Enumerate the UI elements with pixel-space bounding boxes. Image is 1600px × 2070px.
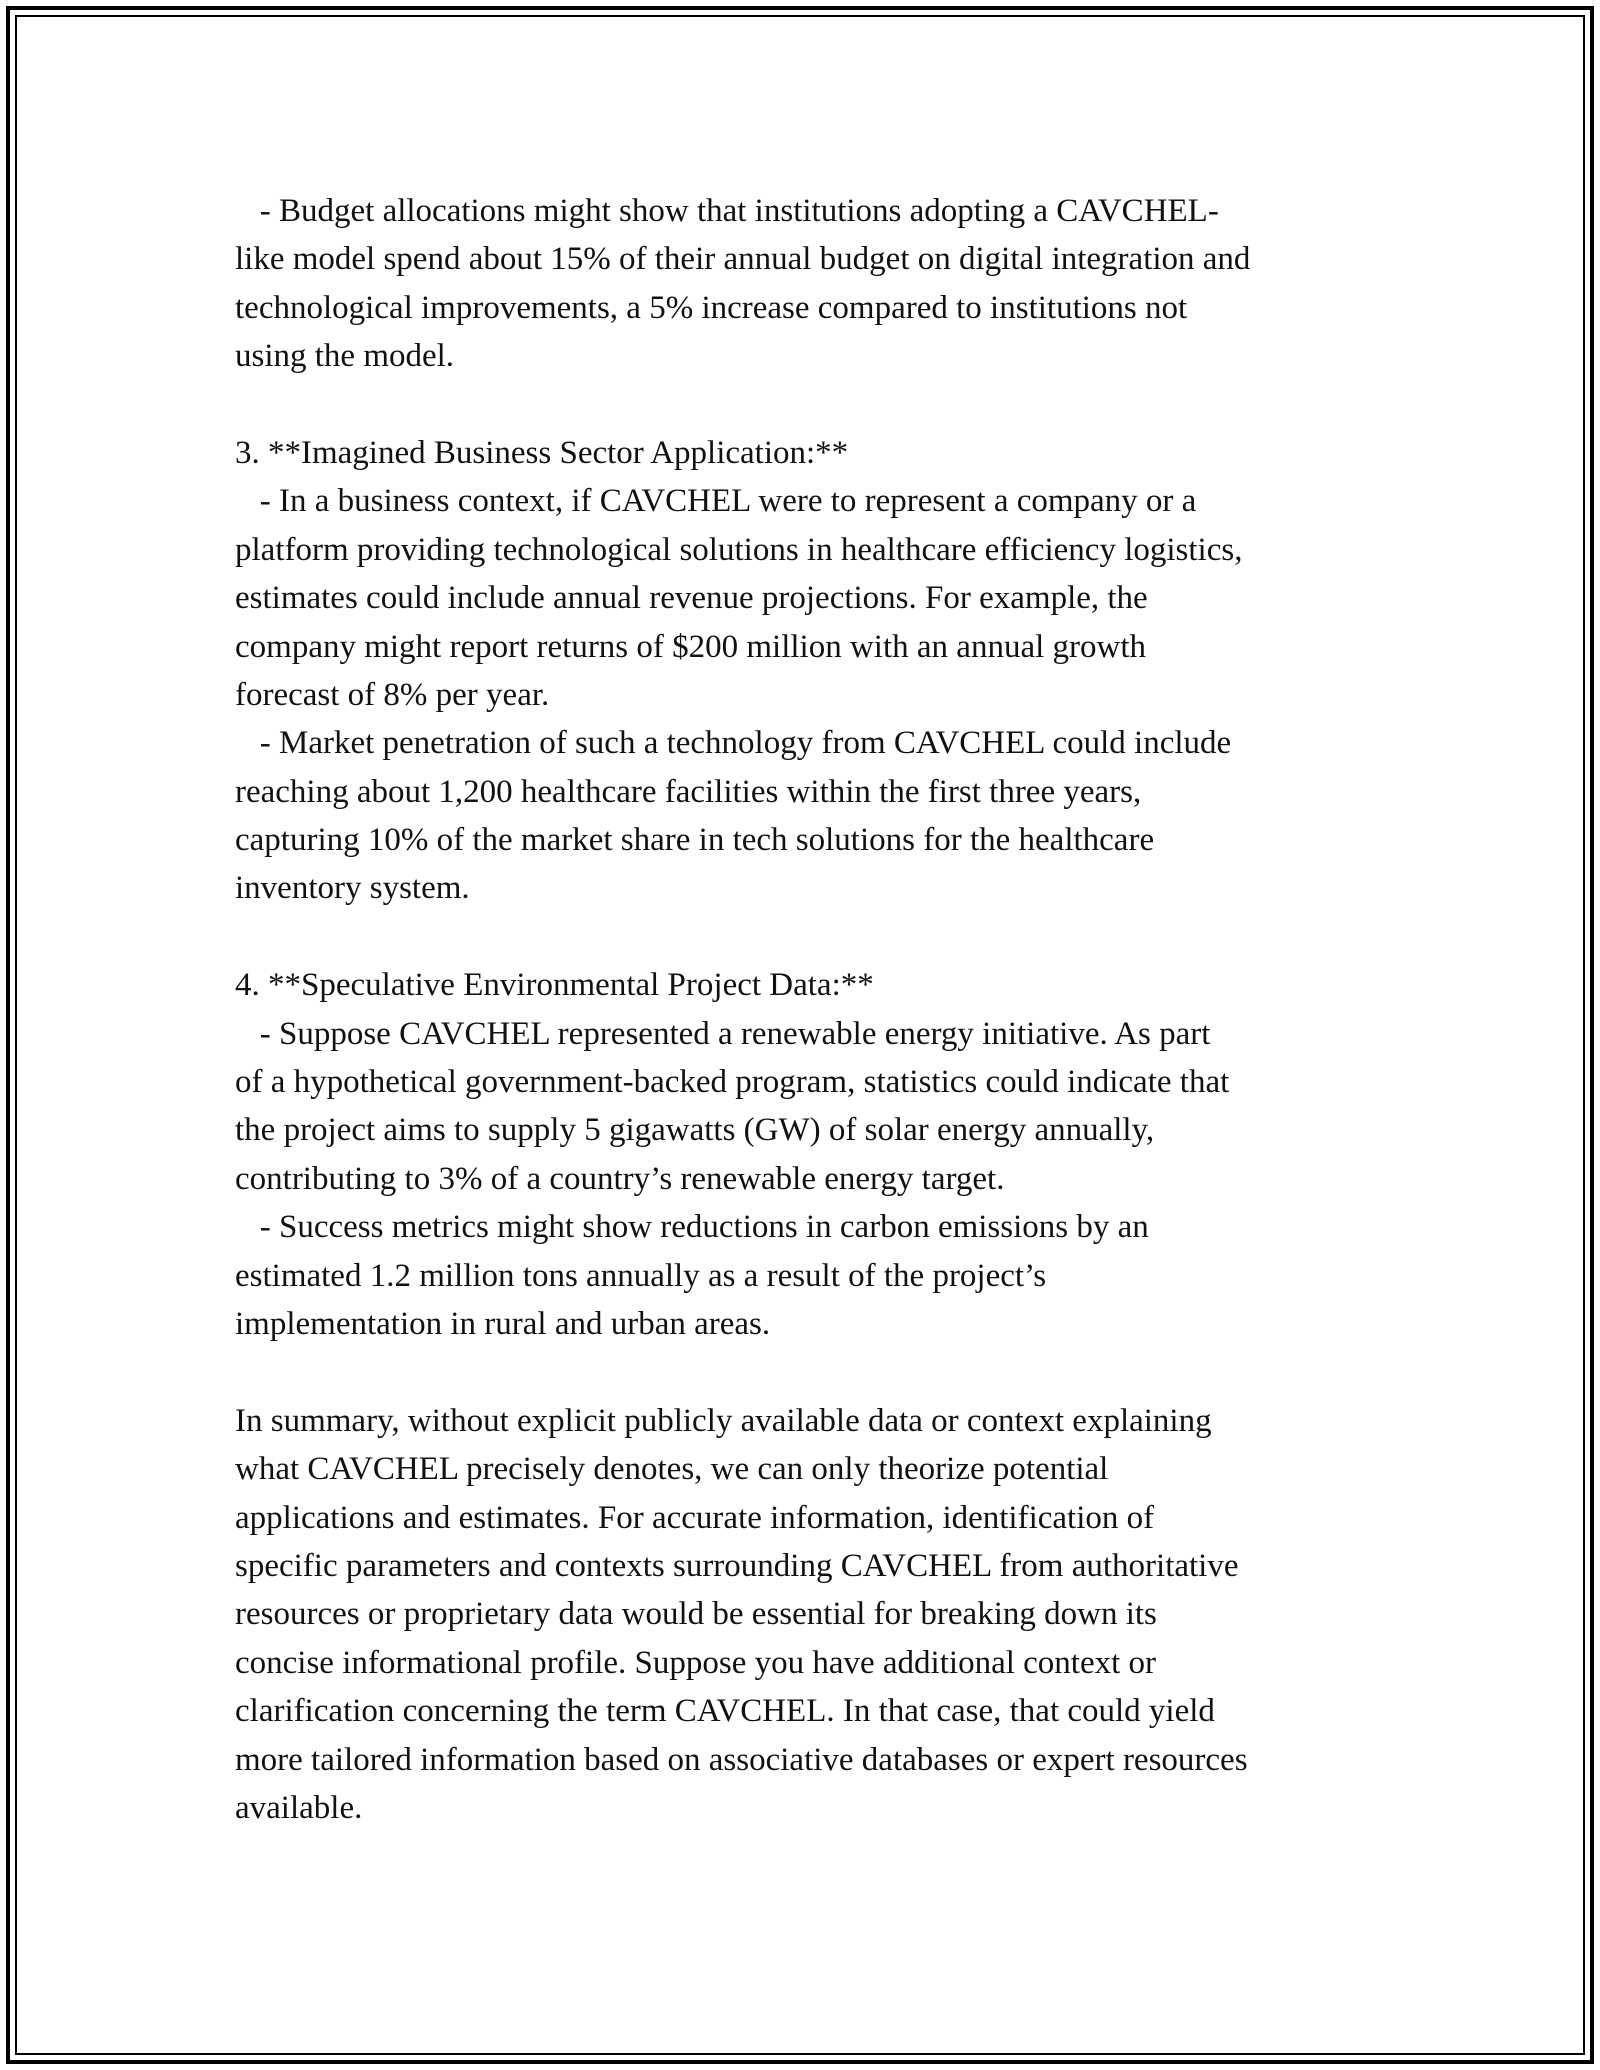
section-heading: 4. **Speculative Environmental Project Data:** bbox=[235, 967, 874, 1004]
text-line: - Suppose CAVCHEL represented a renewable energy initiative. As part bbox=[235, 1015, 1211, 1052]
paragraph-summary bbox=[235, 1397, 1385, 1833]
text-line: - In a business context, if CAVCHEL were to represent a company or a bbox=[235, 483, 1197, 520]
text-line: platform providing technological solutions in healthcare efficiency logistics, bbox=[235, 531, 1243, 568]
text-line: - Market penetration of such a technology from CAVCHEL could include bbox=[235, 725, 1232, 762]
paragraph-business-sector bbox=[235, 429, 1385, 913]
section-heading: 3. **Imagined Business Sector Application:** bbox=[235, 434, 849, 471]
text-line: - Budget allocations might show that institutions adopting a CAVCHEL- bbox=[235, 193, 1219, 229]
text-line: company might report returns of $200 million with an annual growth bbox=[235, 628, 1146, 665]
text-line: specific parameters and contexts surrounding CAVCHEL from authoritative bbox=[235, 1547, 1239, 1584]
text-line: like model spend about 15% of their annual budget on digital integration and bbox=[235, 241, 1251, 278]
text-line: forecast of 8% per year. bbox=[235, 676, 550, 713]
text-line: the project aims to supply 5 gigawatts (GW) of solar energy annually, bbox=[235, 1112, 1155, 1149]
paragraph-spacer bbox=[235, 381, 1385, 429]
text-line: more tailored information based on associative databases or expert resources bbox=[235, 1741, 1248, 1778]
text-line: what CAVCHEL precisely denotes, we can only theorize potential bbox=[235, 1451, 1109, 1488]
text-line: capturing 10% of the market share in tech solutions for the healthcare bbox=[235, 822, 1155, 859]
paragraph-spacer bbox=[235, 913, 1385, 961]
text-line: inventory system. bbox=[235, 870, 470, 907]
text-line: resources or proprietary data would be essential for breaking down its bbox=[235, 1596, 1157, 1633]
document-body bbox=[235, 187, 1385, 1832]
text-line: concise informational profile. Suppose you have additional context or bbox=[235, 1644, 1157, 1681]
text-line: contributing to 3% of a country’s renewable energy target. bbox=[235, 1160, 1005, 1197]
text-line: estimates could include annual revenue projections. For example, the bbox=[235, 580, 1148, 617]
text-line: - Success metrics might show reductions in carbon emissions by an bbox=[235, 1209, 1149, 1246]
text-line: reaching about 1,200 healthcare facilities within the first three years, bbox=[235, 773, 1142, 810]
paragraph-budget bbox=[235, 187, 1385, 381]
text-line: applications and estimates. For accurate information, identification of bbox=[235, 1499, 1155, 1536]
text-line: available. bbox=[235, 1789, 363, 1826]
text-line: In summary, without explicit publicly available data or context explaining bbox=[235, 1402, 1212, 1439]
text-line: implementation in rural and urban areas. bbox=[235, 1305, 771, 1342]
text-line: clarification concerning the term CAVCHEL. In that case, that could yield bbox=[235, 1693, 1215, 1730]
text-line: using the model. bbox=[235, 338, 455, 375]
text-line: estimated 1.2 million tons annually as a result of the project’s bbox=[235, 1257, 1047, 1294]
text-line: technological improvements, a 5% increase compared to institutions not bbox=[235, 289, 1188, 326]
paragraph-environmental-project bbox=[235, 961, 1385, 1348]
paragraph-spacer bbox=[235, 1348, 1385, 1396]
text-line: of a hypothetical government-backed program, statistics could indicate that bbox=[235, 1064, 1230, 1101]
